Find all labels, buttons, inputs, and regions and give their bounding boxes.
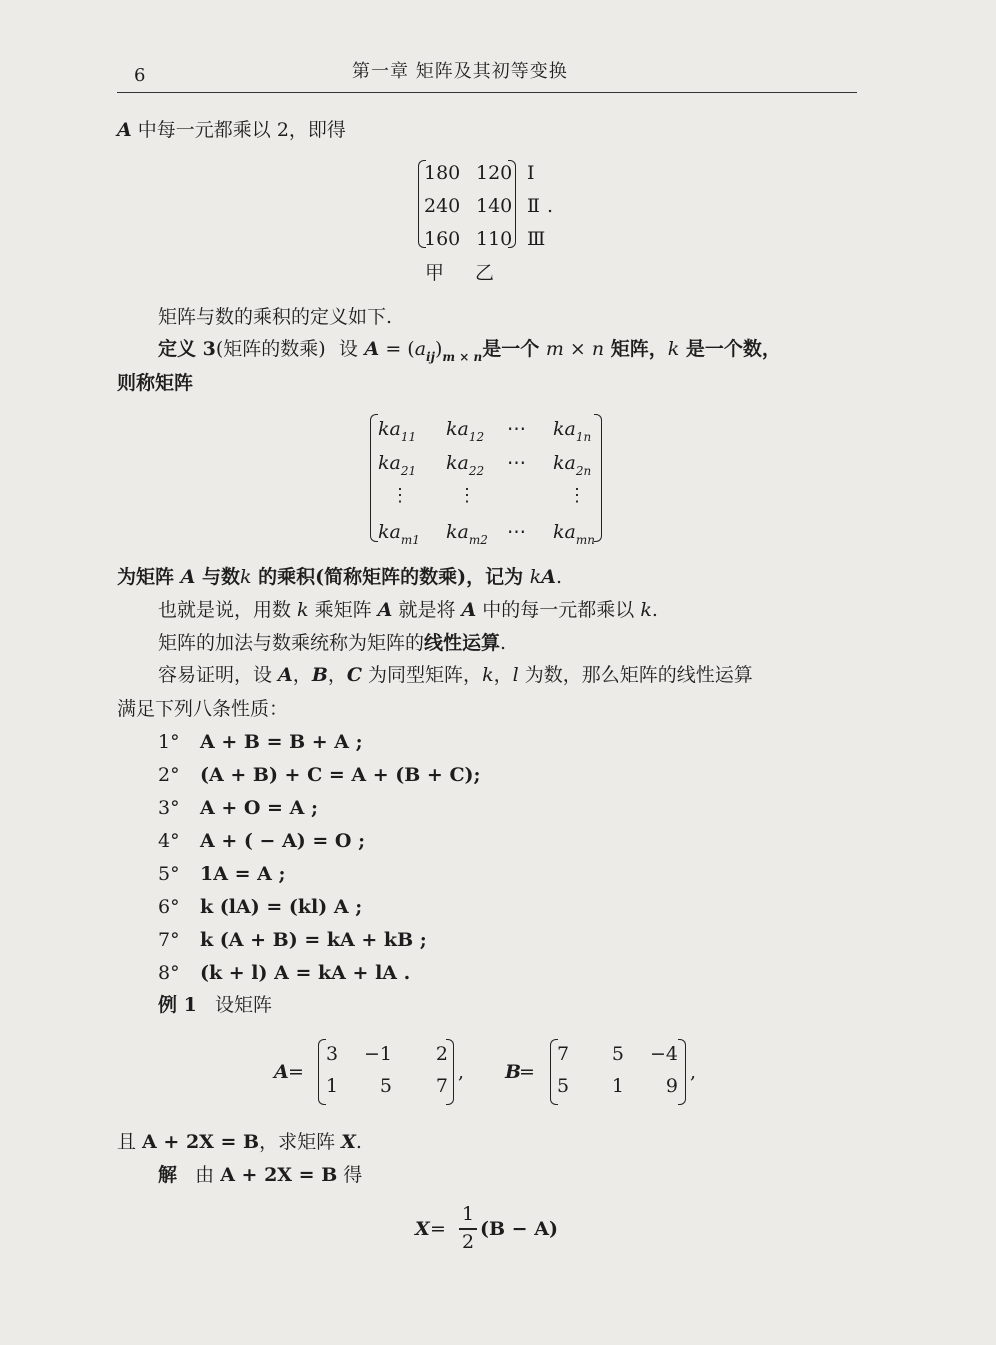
final-fraction-numerator: 1 [461, 1203, 475, 1225]
paragraph-definition-intro: 矩阵与数的乘积的定义如下. [158, 306, 393, 328]
matrix1-cell: 180 [424, 162, 461, 184]
matrix2-cell-sub: m1 [400, 533, 420, 547]
p5-c3: ， [493, 664, 513, 686]
chapter-title: 第一章 矩阵及其初等变换 [352, 61, 568, 82]
matrix2-cell [378, 521, 420, 545]
matrix2-cell [446, 521, 488, 545]
p2-pre: 为矩阵 [117, 566, 181, 588]
p3-k: k [297, 599, 309, 621]
property-expression: A + B = B + A ; [200, 731, 363, 753]
p6-eq: A + 2X = B [142, 1131, 260, 1153]
definition-eq: = ( [379, 338, 415, 360]
matrix1-cell: 160 [424, 228, 461, 250]
matrix2-cell [378, 418, 416, 442]
matrix2-cell-base: ka [446, 418, 469, 440]
definition-aij: a [414, 338, 427, 360]
p3-pre: 也就是说，用数 [158, 599, 298, 621]
property-number: 6° [158, 896, 180, 918]
final-eq: = [430, 1218, 446, 1240]
matrix2-cell-sub: 1n [575, 430, 592, 444]
definition-mn-sub: m × n [442, 350, 483, 364]
property-number: 4° [158, 830, 180, 852]
matrix2-cell-base: ka [553, 521, 576, 543]
matrixA-cell: −1 [363, 1043, 392, 1065]
definition-times: × [563, 338, 592, 360]
p2-post: 的乘积(简称矩阵的数乘)，记为 [251, 566, 530, 588]
p4-bold-term: 线性运算 [424, 632, 501, 654]
property-expression: A + ( − A) = O ; [200, 830, 366, 852]
definition-aij-sub: ij [426, 350, 435, 364]
solution-label: 解 [158, 1164, 178, 1186]
property-number: 1° [158, 731, 180, 753]
p5-pre: 容易证明，设 [158, 664, 279, 686]
matrix2-cell [553, 521, 595, 545]
property-expression: k (A + B) = kA + kB ; [200, 929, 427, 951]
definition-m: m [545, 338, 564, 360]
final-fraction-denominator: 2 [461, 1231, 475, 1253]
matrix2-vdots: ⋮ [568, 485, 586, 506]
matrixA-left-bracket [318, 1039, 326, 1105]
matrix1-cell: 110 [476, 228, 513, 250]
definition-set: 设 [338, 338, 358, 360]
p5-mid: 为同型矩阵， [362, 664, 483, 686]
p3-end: . [651, 599, 658, 621]
matrix2-cell [507, 418, 526, 442]
property-expression: A + O = A ; [200, 797, 318, 819]
p6-end: . [355, 1131, 362, 1153]
matrixB-comma: , [690, 1061, 697, 1083]
example-1-line [158, 993, 272, 1017]
matrix1-col-label: 甲 [425, 262, 445, 284]
matrix2-cell-sub: 12 [468, 430, 485, 444]
matrix2-cell-sub: mn [575, 533, 595, 547]
p2-A: A [180, 566, 196, 588]
p6-X: X [341, 1131, 356, 1153]
matrixB-cell: 5 [557, 1075, 570, 1097]
property-expression: (k + l) A = kA + lA . [200, 962, 411, 984]
matrixB-cell: 9 [665, 1075, 678, 1097]
solution-line [158, 1163, 362, 1187]
matrixB-eq: = [519, 1061, 535, 1083]
property-item [158, 961, 410, 985]
property-number: 2° [158, 764, 180, 786]
property-number: 5° [158, 863, 180, 885]
property-expression: k (lA) = (kl) A ; [200, 896, 363, 918]
p2-end: . [556, 566, 563, 588]
property-expression: 1A = A ; [200, 863, 286, 885]
matrixB-cell: 7 [557, 1043, 570, 1065]
p2-k: k [240, 566, 252, 588]
definition-A: A [364, 338, 380, 360]
property-number: 8° [158, 962, 180, 984]
matrix1-col-label: 乙 [475, 262, 495, 284]
matrix1-period: . [547, 195, 554, 217]
page-number: 6 [134, 65, 146, 86]
final-fraction-bar [459, 1228, 477, 1230]
matrixB-cell: 5 [611, 1043, 624, 1065]
example-label: 例 1 [158, 994, 197, 1016]
property-item [158, 928, 427, 952]
definition-mat: 矩阵， [604, 338, 668, 360]
matrix2-cell-base: ⋯ [507, 418, 526, 440]
p3-k2: k [640, 599, 652, 621]
matrixA-cell: 3 [326, 1043, 339, 1065]
property-item [158, 895, 362, 919]
matrix2-left-bracket [370, 414, 378, 542]
final-paren: (B − A) [480, 1218, 558, 1240]
p5-l: l [512, 664, 519, 686]
paragraph-properties-line2: 满足下列八条性质： [117, 698, 289, 720]
matrix2-cell-base: ka [446, 521, 469, 543]
matrix2-cell-base: ka [553, 418, 576, 440]
matrix2-cell-sub: 22 [468, 464, 485, 478]
paragraph-meaning [158, 598, 658, 622]
p3-A2: A [461, 599, 477, 621]
definition-tail: 是一个数， [679, 338, 781, 360]
p6-mid: ，求矩阵 [259, 1131, 342, 1153]
definition-k: k [667, 338, 680, 360]
paragraph-properties-intro [158, 663, 753, 687]
definition-n: n [591, 338, 605, 360]
matrix1-row-label: Ⅲ [527, 228, 546, 250]
matrix1-cell: 140 [476, 195, 513, 217]
matrixA-name: A [274, 1061, 289, 1083]
matrix2-cell-base: ka [378, 418, 401, 440]
matrixA-cell: 2 [435, 1043, 448, 1065]
matrixA-comma: , [458, 1061, 465, 1083]
p5-c1: ， [292, 664, 312, 686]
matrixB-cell: −4 [649, 1043, 678, 1065]
matrix1-row-label: Ⅰ [527, 162, 535, 184]
property-item [158, 730, 363, 754]
property-item [158, 829, 365, 853]
matrix2-cell-sub: 11 [400, 430, 417, 444]
p5-B: B [311, 664, 328, 686]
p5-c2: ， [327, 664, 347, 686]
p3-mid2: 就是将 [392, 599, 462, 621]
p2-kA-A: A [541, 566, 556, 588]
matrix2-right-bracket [594, 414, 602, 542]
matrix2-vdots: ⋮ [458, 485, 476, 506]
definition-3-line [158, 337, 781, 363]
matrix2-cell [378, 452, 416, 476]
matrix1-cell: 240 [424, 195, 461, 217]
p2-mid: 与数 [195, 566, 240, 588]
matrix1-cell: 120 [476, 162, 513, 184]
matrixB-right-bracket [678, 1039, 686, 1105]
matrixA-cell: 1 [326, 1075, 339, 1097]
p3-mid3: 中的每一元都乘以 [476, 599, 641, 621]
p6-pre: 且 [117, 1131, 143, 1153]
matrix1-row-label: Ⅱ [527, 195, 540, 217]
p3-mid: 乘矩阵 [308, 599, 378, 621]
matrix2-cell-base: ⋯ [507, 452, 526, 474]
matrix2-cell-sub: 2n [575, 464, 592, 478]
solution-pre: 由 [195, 1164, 221, 1186]
matrix2-cell [507, 452, 526, 476]
matrix-symbol: A [117, 119, 132, 141]
intro-line [117, 118, 346, 142]
p5-tail: 为数，那么矩阵的线性运算 [518, 664, 753, 686]
paragraph-scalar-product [117, 565, 562, 589]
p2-kA-k: k [529, 566, 542, 588]
matrix2-cell [446, 418, 484, 442]
matrixA-cell: 7 [435, 1075, 448, 1097]
matrix2-cell [553, 452, 591, 476]
property-item [158, 796, 318, 820]
matrix2-cell-base: ka [378, 521, 401, 543]
p5-A: A [278, 664, 293, 686]
matrix2-cell-base: ka [553, 452, 576, 474]
property-item [158, 862, 285, 886]
property-number: 3° [158, 797, 180, 819]
matrix2-cell [553, 418, 591, 442]
header-rule [117, 92, 857, 93]
matrixB-name: B [505, 1061, 522, 1083]
matrix2-cell [446, 452, 484, 476]
definition-label: 定义 3 [158, 338, 216, 360]
paragraph-linear-ops [158, 631, 506, 655]
p3-A: A [377, 599, 393, 621]
matrix2-cell-base: ka [446, 452, 469, 474]
matrix2-cell-sub: 21 [400, 464, 417, 478]
matrixB-cell: 1 [611, 1075, 624, 1097]
final-X: X [415, 1218, 430, 1240]
matrix2-cell [507, 521, 526, 545]
solution-eq: A + 2X = B [220, 1164, 338, 1186]
example-text: 设矩阵 [214, 994, 272, 1016]
intro-text: 中每一元都乘以 2，即得 [131, 119, 346, 141]
property-number: 7° [158, 929, 180, 951]
definition-mid: 是一个 [482, 338, 540, 360]
p4-pre: 矩阵的加法与数乘统称为矩阵的 [158, 632, 425, 654]
matrix2-cell-sub: m2 [468, 533, 488, 547]
paragraph-equation [117, 1130, 362, 1154]
matrix2-cell-base: ka [378, 452, 401, 474]
solution-post: 得 [337, 1164, 363, 1186]
property-item [158, 763, 481, 787]
p5-C: C [346, 664, 363, 686]
definition-paren: (矩阵的数乘) [215, 338, 326, 360]
p5-k: k [482, 664, 494, 686]
matrix2-vdots: ⋮ [391, 485, 409, 506]
matrixA-cell: 5 [379, 1075, 392, 1097]
property-expression: (A + B) + C = A + (B + C); [200, 764, 481, 786]
p4-end: . [500, 632, 507, 654]
definition-line2: 则称矩阵 [117, 372, 194, 394]
matrixA-eq: = [288, 1061, 304, 1083]
matrix2-cell-base: ⋯ [507, 521, 526, 543]
definition-close: ) [434, 338, 443, 360]
